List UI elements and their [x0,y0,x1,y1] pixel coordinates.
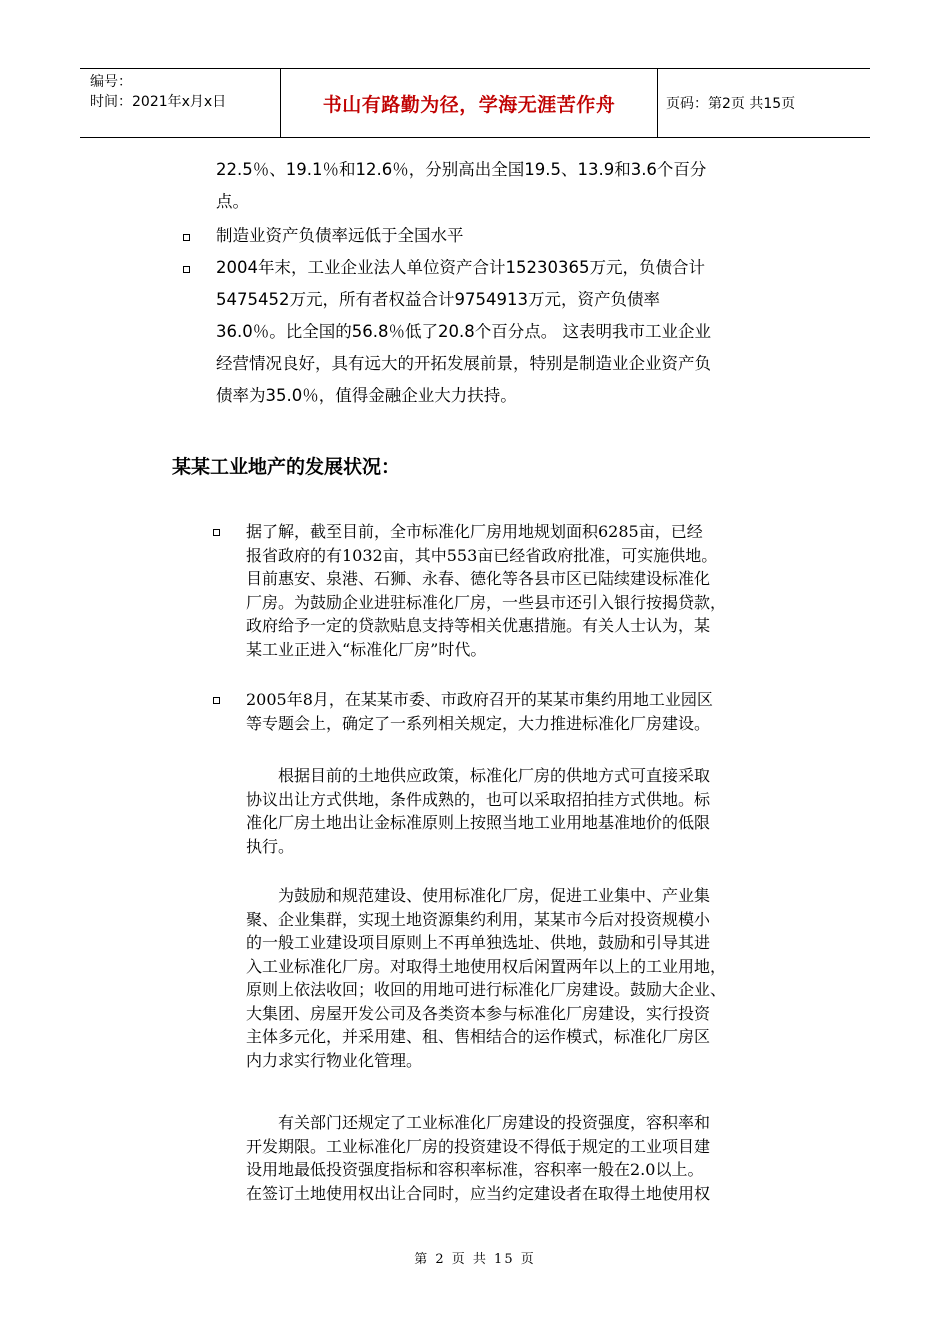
body-paragraph [246,1111,710,1205]
text-line: 政府给予一定的贷款贴息支持等相关优惠措施。有关人士认为，某 [246,616,711,635]
body-paragraph [246,884,726,1072]
text-line: 某工业正进入“标准化厂房”时代。 [246,639,487,659]
square-bullet-icon [183,266,190,273]
bullet-item [216,220,464,252]
header-motto: 书山有路勤为径，学海无涯苦作舟 [280,69,658,137]
document-number: 编号： [90,74,132,90]
square-bullet-icon [213,529,220,536]
text-line: 大集团、房屋开发公司及各类资本参与标准化厂房建设，实行投资 [246,1003,711,1023]
text-line: 经营情况良好，具有远大的开拓发展前景，特别是制造业企业资产负 [216,354,711,373]
header-meta [80,69,280,137]
bullet-item [246,688,713,735]
text-line: 目前惠安、泉港、石狮、永春、德化等各县市区已陆续建设标准化 [246,569,711,588]
body-paragraph [246,764,710,858]
text-line: 协议出让方式供地，条件成熟的，也可以采取招拍挂方式供地。标 [246,789,711,809]
text-line: 5475452万元，所有者权益合计9754913万元，资产负债率 [216,290,660,309]
square-bullet-icon [213,697,220,704]
text-line: 聚、企业集群，实现土地资源集约利用，某某市今后对投资规模小 [246,909,711,929]
page-header [80,68,870,138]
continuation-paragraph [216,154,706,218]
text-line: 厂房。为鼓励企业进驻标准化厂房，一些县市还引入银行按揭贷款， [246,592,727,612]
text-line: 制造业资产负债率远低于全国水平 [216,226,464,245]
text-line: 入工业标准化厂房。对取得土地使用权后闲置两年以上的工业用地， [246,956,727,976]
text-line: 主体多元化，并采用建、租、售相结合的运作模式，标准化厂房区 [246,1027,711,1046]
text-line: 2005年8月，在某某市委、市政府召开的某某市集约用地工业园区 [246,690,713,709]
text-line: 执行。 [246,836,295,856]
text-line: 点。 [216,192,249,211]
text-line: 内力求实行物业化管理。 [246,1050,423,1070]
text-line: 原则上依法收回；收回的用地可进行标准化厂房建设。鼓励大企业、 [246,980,727,999]
text-line: 36.0％。比全国的56.8％低了20.8个百分点。 这表明我市工业企业 [216,322,711,341]
section-heading: 某某工业地产的发展状况： [172,456,401,478]
text-line: 报省政府的有1032亩，其中553亩已经省政府批准，可实施供地。 [246,545,718,565]
document-date: 时间：2021年x月x日 [90,94,227,110]
text-line: 等专题会上，确定了一系列相关规定，大力推进标准化厂房建设。 [246,713,711,733]
text-line: 的一般工业建设项目原则上不再单独选址、供地，鼓励和引导其进 [246,933,711,952]
text-line: 为鼓励和规范建设、使用标准化厂房，促进工业集中、产业集 [278,886,711,905]
text-line: 准化厂房土地出让金标准原则上按照当地工业用地基准地价的低限 [246,813,711,832]
text-line: 据了解，截至目前，全市标准化厂房用地规划面积6285亩，已经 [246,522,703,541]
text-line: 债率为35.0％，值得金融企业大力扶持。 [216,386,517,405]
text-line: 2004年末，工业企业法人单位资产合计15230365万元，负债合计 [216,258,705,277]
text-line: 22.5％、19.1％和12.6％，分别高出全国19.5、13.9和3.6个百分 [216,160,707,179]
text-line: 开发期限。工业标准化厂房的投资建设不得低于规定的工业项目建 [246,1136,711,1156]
bullet-item [216,252,711,412]
text-line: 设用地最低投资强度指标和容积率标准，容积率一般在2.0以上。 [246,1160,704,1179]
text-line: 在签订土地使用权出让合同时，应当约定建设者在取得土地使用权 [246,1183,711,1203]
bullet-item [246,520,726,661]
text-line: 有关部门还规定了工业标准化厂房建设的投资强度，容积率和 [278,1113,711,1132]
header-page-number: 页码：第2页 共15页 [666,96,796,112]
page-footer: 第 2 页 共 15 页 [414,1252,536,1267]
text-line: 根据目前的土地供应政策，标准化厂房的供地方式可直接采取 [278,766,711,785]
square-bullet-icon [183,234,190,241]
